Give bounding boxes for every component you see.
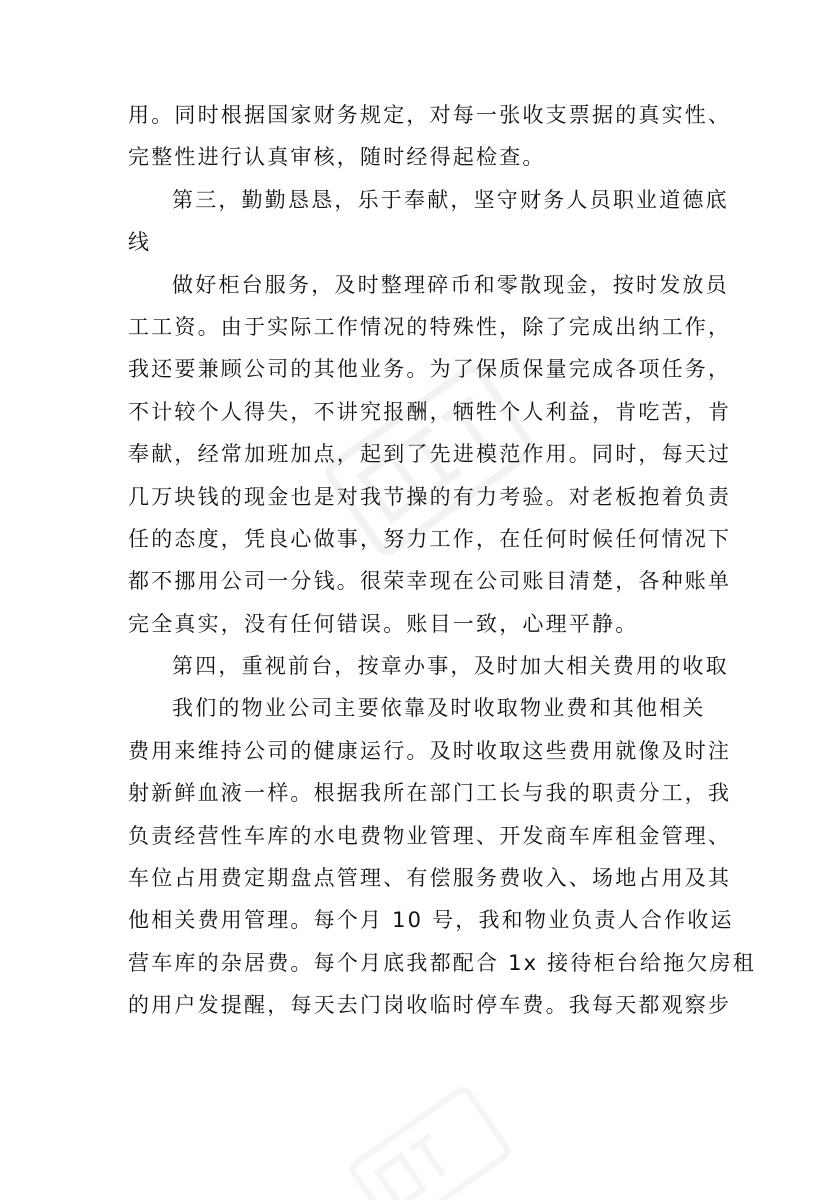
text-line: 都不挪用公司一分钱。很荣幸现在公司账目清楚，各种账单	[128, 569, 732, 594]
section-heading: 第四，重视前台，按章办事，及时加大相关费用的收取	[172, 654, 729, 679]
paragraph-start: 我们的物业公司主要依靠及时收取物业费和其他相关	[172, 696, 706, 721]
text-line: 工工资。由于实际工作情况的特殊性，除了完成出纳工作，	[128, 314, 732, 339]
text-line: 负责经营性车库的水电费物业管理、开发商车库租金管理、	[128, 823, 732, 848]
text-line: 用。同时根据国家财务规定，对每一张收支票据的真实性、	[128, 103, 732, 127]
body-text	[128, 94, 756, 1027]
text-line: 射新鲜血液一样。根据我所在部门工长与我的职责分工，我	[128, 781, 732, 806]
text-line: 几万块钱的现金也是对我节操的有力考验。对老板抱着负责	[128, 484, 732, 509]
text-line: 任的态度，凭良心做事，努力工作，在任何时候任何情况下	[128, 526, 732, 551]
text-line: 车位占用费定期盘点管理、有偿服务费收入、场地占用及其	[128, 866, 732, 891]
text-line: 完全真实，没有任何错误。账目一致，心理平静。	[128, 611, 639, 636]
section-heading: 第三，勤勤恳恳，乐于奉献，坚守财务人员职业道德底	[172, 187, 729, 212]
text-line: 费用来维持公司的健康运行。及时收取这些费用就像及时注	[128, 738, 732, 763]
text-line: 奉献，经常加班加点，起到了先进模范作用。同时，每天过	[128, 442, 732, 467]
watermark-logo-bottom	[330, 1080, 530, 1200]
text-line: 的用户发提醒，每天去门岗收临时停车费。我每天都观察步	[128, 993, 732, 1018]
text-line: 我还要兼顾公司的其他业务。为了保质保量完成各项任务，	[128, 357, 732, 382]
section-heading-continued: 线	[128, 230, 152, 255]
text-line: 不计较个人得失，不讲究报酬，牺牲个人利益，肯吃苦，肯	[128, 399, 732, 424]
text-line: 他相关费用管理。每个月 10 号，我和物业负责人合作收运	[128, 908, 734, 933]
text-line: 完整性进行认真审核，随时经得起检查。	[128, 145, 546, 170]
paragraph-start: 做好柜台服务，及时整理碎币和零散现金，按时发放员	[172, 272, 729, 297]
text-line: 营车库的杂居费。每个月底我都配合 1x 接待柜台给拖欠房租	[128, 950, 756, 975]
